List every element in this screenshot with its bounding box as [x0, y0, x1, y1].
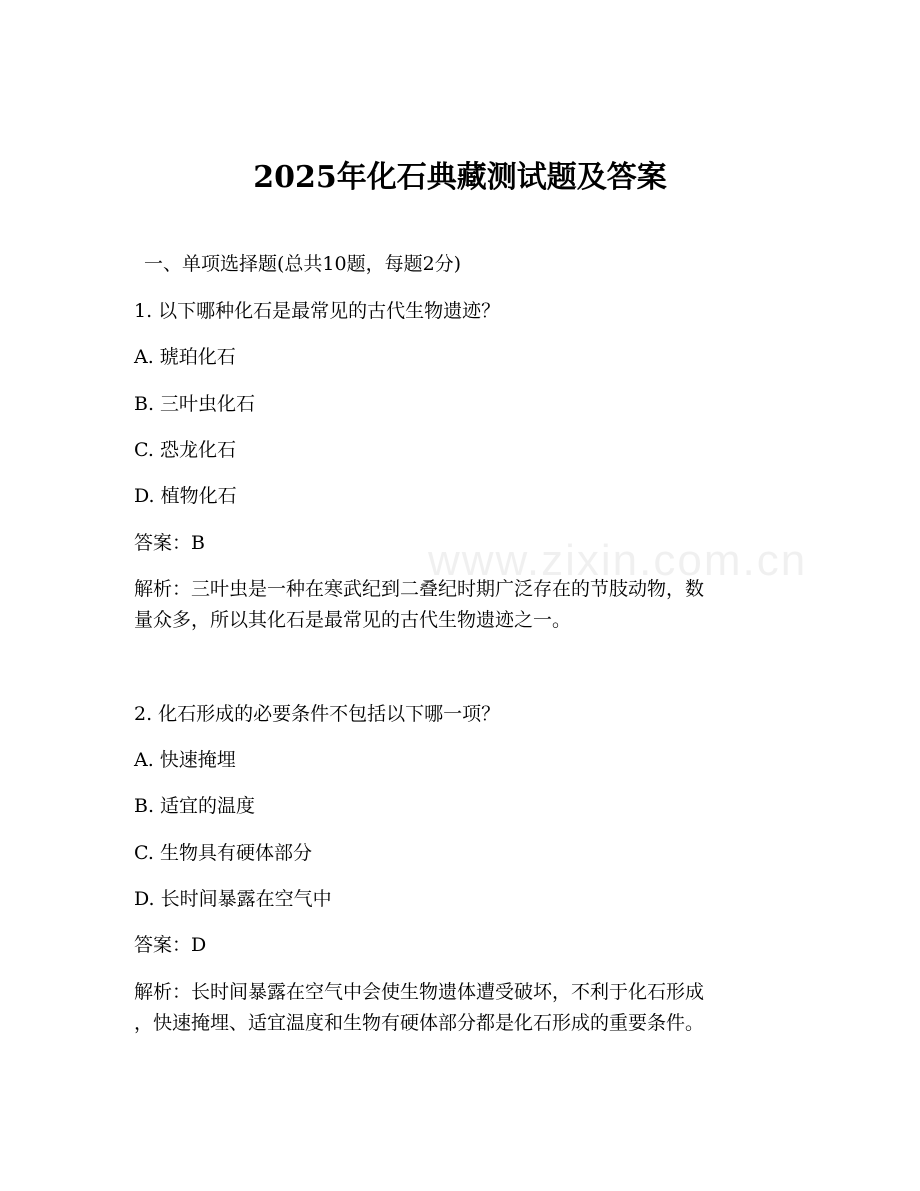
- watermark: www.zixin.com.cn: [428, 536, 808, 585]
- question-2-explanation-line-2: ，快速掩埋、适宜温度和生物有硬体部分都是化石形成的重要条件。: [134, 1012, 705, 1034]
- question-1-option-c: C. 恐龙化石: [134, 439, 236, 461]
- question-1-explanation-line-2: 量众多，所以其化石是最常见的古代生物遗迹之一。: [134, 609, 572, 631]
- question-1-explanation: [134, 574, 774, 636]
- question-1-text: 1. 以下哪种化石是最常见的古代生物遗迹？: [134, 300, 501, 322]
- section-heading: 一、单项选择题(总共10题，每题2分): [144, 253, 462, 275]
- question-1-explanation-line-1: 解析：三叶虫是一种在寒武纪到二叠纪时期广泛存在的节肢动物，数: [134, 578, 705, 600]
- question-2-option-a: A. 快速掩埋: [134, 749, 236, 771]
- question-1-option-a: A. 琥珀化石: [134, 346, 236, 368]
- question-2-text: 2. 化石形成的必要条件不包括以下哪一项？: [134, 703, 501, 725]
- question-2-option-c: C. 生物具有硬体部分: [134, 842, 312, 864]
- question-2-explanation: [134, 977, 774, 1039]
- question-1-option-d: D. 植物化石: [134, 485, 237, 507]
- question-1-answer: 答案：B: [134, 532, 205, 554]
- question-2-answer: 答案：D: [134, 934, 207, 956]
- question-1-option-b: B. 三叶虫化石: [134, 393, 256, 415]
- question-2-option-d: D. 长时间暴露在空气中: [134, 888, 332, 910]
- question-2-explanation-line-1: 解析：长时间暴露在空气中会使生物遗体遭受破坏，不利于化石形成: [134, 981, 705, 1003]
- question-2-option-b: B. 适宜的温度: [134, 795, 256, 817]
- document-title: 2025年化石典藏测试题及答案: [253, 160, 667, 195]
